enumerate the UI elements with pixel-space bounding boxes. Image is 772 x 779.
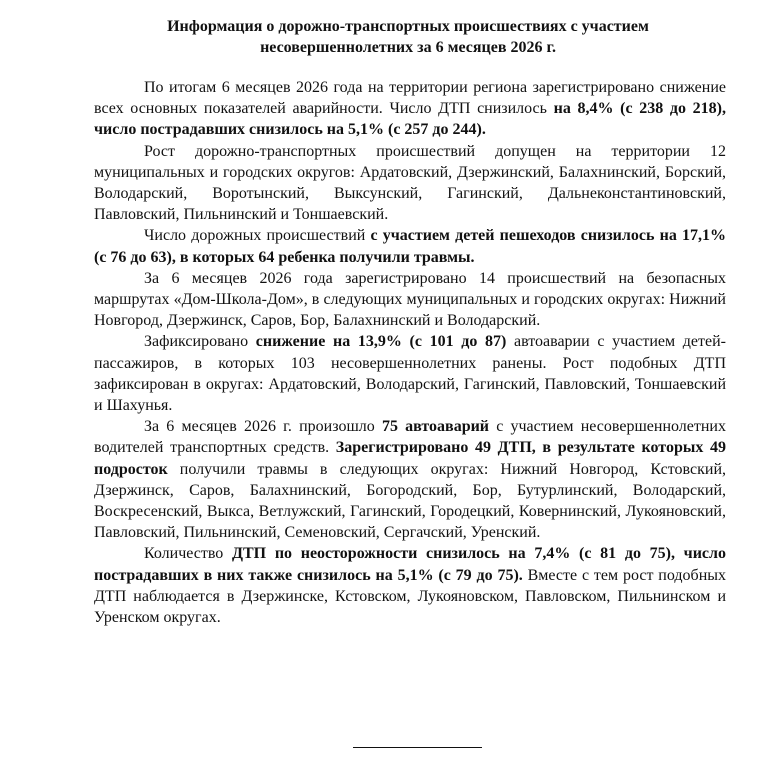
paragraph-bold-text: на 8,4% (с 238 до 218), число пострадавших снизилось на 5,1% (с 257 до 244). (94, 100, 726, 139)
title-line-2: несовершеннолетних за 6 месяцев 2026 г. (260, 39, 556, 56)
paragraph-bold-text: с участием детей пешеходов снизилось на 17,1% (с 76 до 63), в которых 64 ребенка получили травмы. (94, 227, 726, 266)
paragraph-child-passengers (94, 331, 726, 416)
document-title (90, 16, 726, 58)
paragraph-text: автоаварии с участием детей-пассажиров, в которых 103 несовершеннолетних ранены. Рост подобных ДТП зафиксирован в округах: Ардатовский, Володарский, Гагинский, Павловский, Тоншаевский и Шахунья. (94, 333, 726, 415)
paragraph-bold-text: Зарегистрировано 49 ДТП, в результате которых 49 подросток (94, 439, 726, 478)
paragraph-minor-drivers (94, 416, 726, 543)
paragraph-safe-routes (94, 268, 726, 332)
paragraph-text: За 6 месяцев 2026 г. произошло (144, 418, 382, 436)
title-line-1: Информация о дорожно-транспортных происшествиях с участием (167, 18, 649, 35)
paragraph-summary (94, 77, 726, 141)
paragraph-text: Количество (144, 545, 232, 563)
paragraph-text: Зафиксировано (144, 333, 256, 351)
paragraph-bold-text: ДТП по неосторожности снизилось на 7,4% (с 81 до 75), число пострадавших в них также снизилось на 5,1% (с 79 до 75). (94, 545, 727, 584)
paragraph-text: За 6 месяцев 2026 года зарегистрировано 14 происшествий на безопасных маршрутах «Дом-Школа-Дом», в следующих муниципальных и городских округах: Нижний Новгород, Дзержинск, Саров, Бор, Балахнинский и Володарский. (94, 269, 726, 330)
paragraph-bold-text: снижение на 13,9% (с 101 до 87) (255, 333, 507, 351)
paragraph-growth-districts (94, 141, 726, 226)
paragraph-text: с участием несовершеннолетних водителей транспортных средств. (94, 418, 726, 457)
paragraph-text: По итогам 6 месяцев 2026 года на территории региона зарегистрировано снижение всех основных показателей аварийности. Число ДТП снизилось (94, 79, 726, 118)
paragraph-text: Вместе с тем рост подобных ДТП наблюдается в Дзержинске, Кстовском, Лукояновском, Павловском, Пильнинском и Уренском округах. (94, 566, 727, 627)
paragraph-child-pedestrians (94, 225, 726, 267)
paragraph-bold-text: 75 автоаварий (381, 418, 490, 436)
paragraph-text: получили травмы в следующих округах: Нижний Новгород, Кстовский, Дзержинск, Саров, Балахнинский, Богородский, Бор, Бутурлинский, Володарский, Воскресенский, Выкса, Ветлужский, Гагинский, Городецкий, Ковернинский, Лукояновский, Павловский, Пильнинский, Семеновский, Сергачский, Уренский. (94, 460, 726, 542)
paragraph-text: Число дорожных происшествий (144, 227, 371, 245)
end-separator-line (353, 747, 482, 748)
paragraph-text: Рост дорожно-транспортных происшествий допущен на территории 12 муниципальных и городских округов: Ардатовский, Дзержинский, Балахнинский, Борский, Володарский, Воротынский, Выксунский, Гагинский, Дальнеконстантиновский, Павловский, Пильнинский и Тоншаевский. (94, 142, 726, 224)
paragraph-negligence (94, 543, 726, 628)
